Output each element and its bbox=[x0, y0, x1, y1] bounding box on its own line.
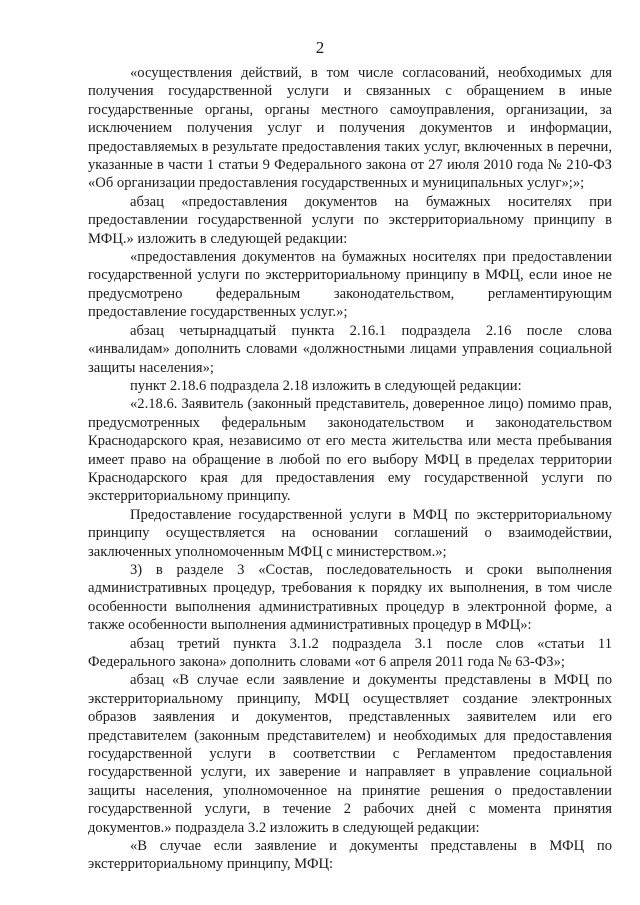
paragraph: абзац третий пункта 3.1.2 подраздела 3.1 после слов «статьи 11 Федерального закона» дополнить словами «от 6 апреля 2011 года № 63-ФЗ»; bbox=[88, 635, 612, 670]
document-body bbox=[88, 64, 612, 874]
paragraph: «В случае если заявление и документы представлены в МФЦ по экстерриториальному принципу, МФЦ: bbox=[88, 838, 612, 873]
page-number: 2 bbox=[315, 38, 325, 57]
paragraph: абзац четырнадцатый пункта 2.16.1 подраздела 2.16 после слова «инвалидам» дополнить словами «должностными лицами управления социальной защиты населения»; bbox=[88, 322, 612, 376]
paragraph: «осуществления действий, в том числе согласований, необходимых для получения государственной услуги и связанных с обращением в иные государственные органы, органы местного самоуправления, организации, за исключением получения услуг и получения документов и информации, предоставляемых в результате предоставления таких услуг, включенных в перечни, указанные в части 1 статьи 9 Федерального закона от 27 июля 2010 года № 210-ФЗ «Об организации предоставления государственных и муниципальных услуг»;»; bbox=[88, 65, 612, 192]
paragraph: пункт 2.18.6 подраздела 2.18 изложить в следующей редакции: bbox=[130, 377, 522, 394]
paragraph: «2.18.6. Заявитель (законный представитель, доверенное лицо) помимо прав, предусмотренных федеральным законодательством и законодательством Краснодарского края, независимо от его места жительства или места пребывания имеет право на обращение в любой по его выбору МФЦ в пределах территории Краснодарского края для предоставления ему государственной услуги по экстерриториальному принципу. bbox=[88, 396, 612, 505]
paragraph: Предоставление государственной услуги в МФЦ по экстерриториальному принципу осуществляется на основании соглашений о взаимодействии, заключенных уполномоченным МФЦ с министерством.»; bbox=[88, 506, 612, 560]
paragraph: «предоставления документов на бумажных носителях при предоставлении государственной услуги по экстерриториальному принципу в МФЦ, если иное не предусмотрено федеральным законодательством, регламентирующим предоставление государственных услуг.»; bbox=[88, 249, 612, 321]
paragraph: абзац «В случае если заявление и документы представлены в МФЦ по экстерриториальному принципу, МФЦ осуществляет создание электронных образов заявления и документов, представленных заявителем или его представителем (законным представителем) и необходимых для предоставления государственной услуги в соответствии с Регламентом предоставления государственной услуги, их заверение и направляет в управление социальной защиты населения, уполномоченное на принятие решения о предоставлении государственной услуги, в течение 2 рабочих дней с момента принятия документов.» подраздела 3.2 изложить в следующей редакции: bbox=[88, 672, 612, 836]
paragraph: абзац «предоставления документов на бумажных носителях при предоставлении государственной услуги по экстерриториальному принципу в МФЦ.» изложить в следующей редакции: bbox=[88, 193, 612, 247]
paragraph: 3) в разделе 3 «Состав, последовательность и сроки выполнения административных процедур, требования к порядку их выполнения, в том числе особенности выполнения административных процедур в электронной форме, а также особенности выполнения административных процедур в МФЦ»: bbox=[88, 561, 612, 634]
